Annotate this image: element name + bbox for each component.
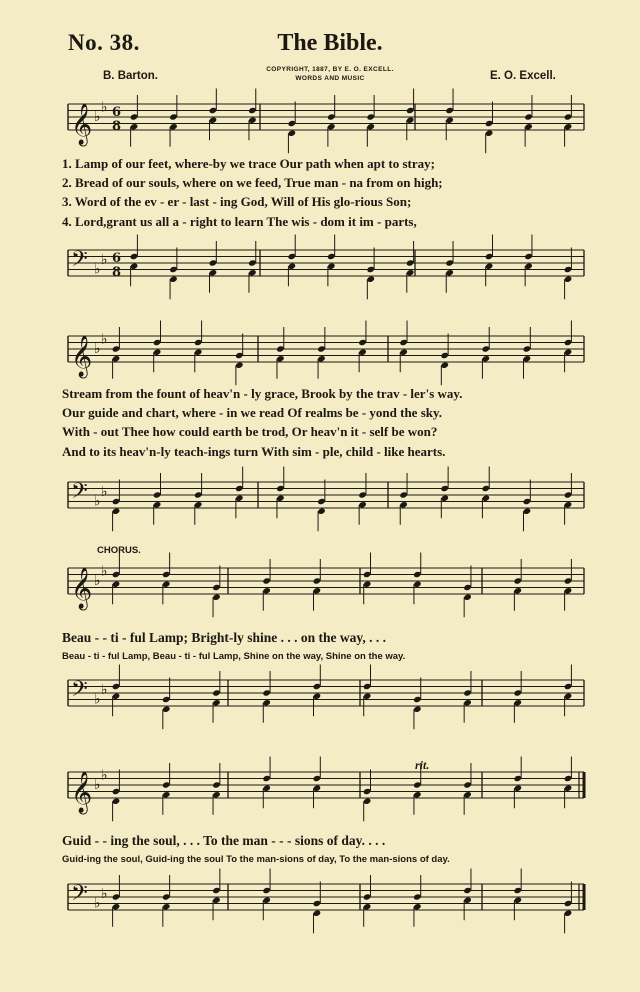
chorus-echo-line-2: Guid-ing the soul, Guid-ing the soul To the man-sions of day, To the man-sions of day. <box>62 854 450 865</box>
verse-3-text: 3. Word of the ev - er - last - ing God, Will of His glo-rious Son; <box>62 194 412 210</box>
note-chord <box>463 869 472 921</box>
note-chord <box>313 882 322 934</box>
hymn-title: The Bible. <box>277 30 383 56</box>
flat-icon: ♭ <box>101 885 108 902</box>
flat-icon: ♭ <box>101 331 108 348</box>
flat-icon: ♭ <box>94 777 101 793</box>
bass-clef-icon: 𝄢 <box>71 677 88 707</box>
flat-icon: ♭ <box>94 341 101 357</box>
verse-1-text: 1. Lamp of our feet, where-by we trace Our path when apt to stray; <box>62 156 435 171</box>
flat-icon: ♭ <box>94 573 101 589</box>
verse-2-text: 2. Bread of our souls, where on we feed, True man - na from on high; <box>62 175 443 191</box>
flat-icon: ♭ <box>94 493 101 510</box>
note-chord <box>112 875 121 927</box>
flat-icon: ♭ <box>94 261 101 278</box>
verse-4-text: 4. Lord,grant us all a - right to learn The wis - dom it im - parts, <box>62 213 417 229</box>
chorus-label: CHORUS. <box>97 545 141 556</box>
lyricist-credit: B. Barton. <box>103 70 158 82</box>
treble-clef-icon: 𝄞 <box>71 568 93 609</box>
note-chord <box>162 875 171 927</box>
verse-3-text: With - out Thee how could earth be trod, Or heav'n it - self be won? <box>62 424 438 440</box>
copyright-line-1: COPYRIGHT, 1887, BY E. O. EXCELL. <box>266 66 394 73</box>
treble-clef-icon: 𝄞 <box>71 104 93 145</box>
time-signature-icon: 6 <box>112 251 122 266</box>
bass-clef-icon: 𝄢 <box>71 881 88 911</box>
flat-icon: ♭ <box>101 563 108 580</box>
verse-4-text: And to its heav'n-ly teach-ings turn With sim - ple, child - like hearts. <box>62 443 446 459</box>
note-chord <box>363 875 372 927</box>
time-signature-icon: 8 <box>112 119 122 134</box>
composer-credit: E. O. Excell. <box>490 70 556 82</box>
bass-clef-icon: 𝄢 <box>71 247 88 277</box>
chorus-echo-line-1: Beau - ti - ful Lamp, Beau - ti - ful Lamp, Shine on the way, Shine on the way. <box>62 651 406 662</box>
note-chord <box>564 882 573 934</box>
copyright-line-2: WORDS AND MUSIC <box>295 75 365 82</box>
time-signature-icon: 6 <box>112 105 122 120</box>
time-signature-icon: 8 <box>112 265 122 280</box>
bass-clef-icon: 𝄢 <box>71 479 88 509</box>
note-chord <box>262 869 271 921</box>
note-chord <box>514 869 523 921</box>
note-chord <box>413 875 422 927</box>
staff-lines <box>68 884 584 910</box>
note-chord <box>212 869 221 921</box>
chorus-line-2: Guid - - ing the soul, . . . To the man - - - sions of day. . . . <box>62 833 386 848</box>
flat-icon: ♭ <box>101 251 108 268</box>
verse-1-text: Stream from the fount of heav'n - ly grace, Brook by the trav - ler's way. <box>62 386 463 401</box>
flat-icon: ♭ <box>94 691 101 708</box>
flat-icon: ♭ <box>94 895 101 912</box>
flat-icon: ♭ <box>101 99 108 116</box>
hymn-number: No. 38. <box>68 30 140 55</box>
flat-icon: ♭ <box>101 767 108 784</box>
verse-2-text: Our guide and chart, where - in we read Of realms be - yond the sky. <box>62 405 443 421</box>
flat-icon: ♭ <box>101 483 108 500</box>
flat-icon: ♭ <box>101 681 108 698</box>
flat-icon: ♭ <box>94 109 101 125</box>
ritardando-mark: rit. <box>415 758 430 772</box>
chorus-line-1: Beau - - ti - ful Lamp; Bright-ly shine . . . on the way, . . . <box>62 630 387 645</box>
treble-clef-icon: 𝄞 <box>71 772 93 813</box>
treble-clef-icon: 𝄞 <box>71 336 93 377</box>
